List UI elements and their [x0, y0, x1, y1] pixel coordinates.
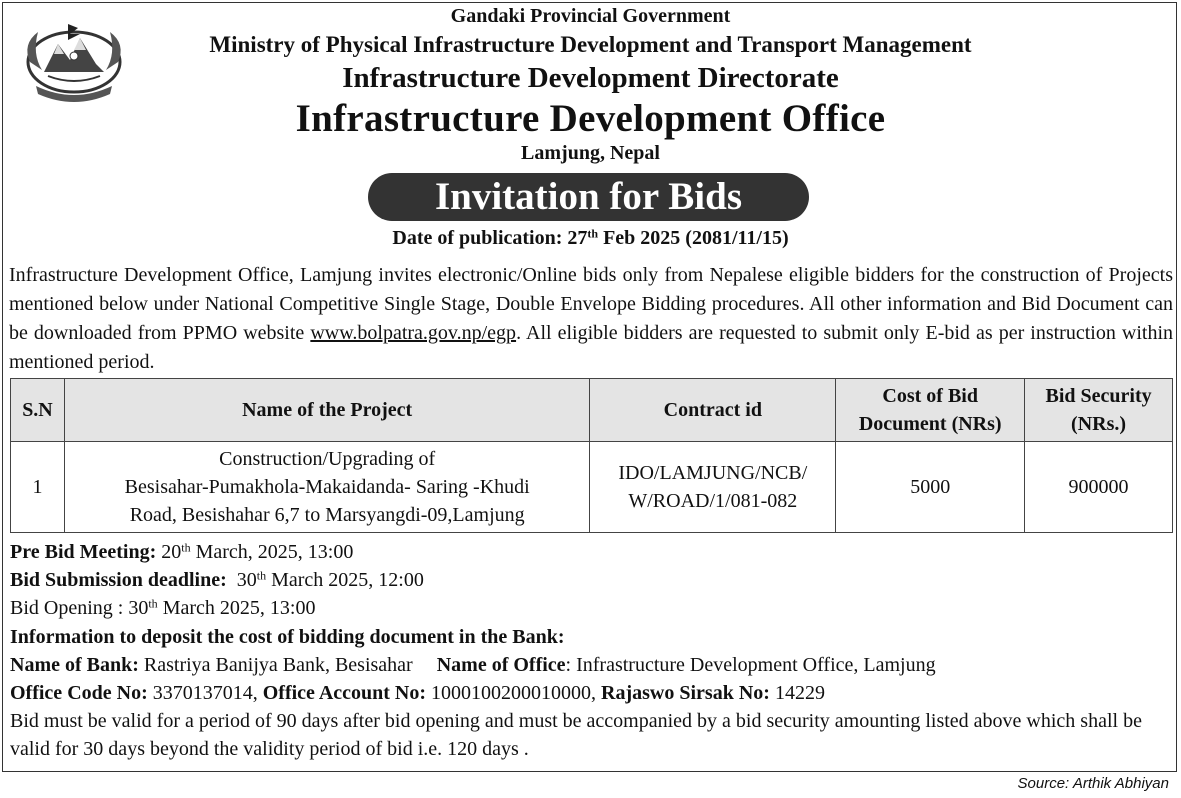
bank-office-line: Name of Bank: Rastriya Banijya Bank, Besisahar Name of Office: Infrastructure Development Office, Lamjung	[10, 653, 936, 676]
validity-note: Bid must be valid for a period of 90 days after bid opening and must be accompanied by a bid security amounting listed above which shall be valid for 30 days beyond the validity period of bid i.e. 120 days .	[10, 710, 1142, 761]
header-location: Lamjung, Nepal	[521, 142, 660, 164]
submission-deadline: Bid Submission deadline: 30th March 2025, 12:00	[10, 568, 424, 592]
header-contract: Contract id	[590, 379, 836, 442]
header-office: Infrastructure Development Office	[295, 97, 886, 140]
header-ministry: Ministry of Physical Infrastructure Development and Transport Management	[209, 32, 972, 57]
cell-project: Construction/Upgrading of Besisahar-Pumakhola-Makaidanda- Saring -Khudi Road, Besishahar 6,7 to Marsyangdi-09,Lamjung	[64, 442, 589, 533]
cell-sn: 1	[11, 442, 65, 533]
cell-security: 900000	[1025, 442, 1173, 533]
source-credit: Source: Arthik Abhiyan	[1017, 775, 1169, 792]
header-project: Name of the Project	[64, 379, 589, 442]
header-government: Gandaki Provincial Government	[450, 5, 731, 27]
notice-title: Invitation for Bids	[368, 173, 809, 221]
bid-opening: Bid Opening : 30th March 2025, 13:00	[10, 596, 316, 620]
bid-table	[10, 378, 1173, 533]
prebid-meeting: Pre Bid Meeting: 20th March, 2025, 13:00	[10, 540, 354, 563]
header-cost: Cost of Bid Document (NRs)	[836, 379, 1025, 442]
ppmo-website-link[interactable]: www.bolpatra.gov.np/egp	[310, 322, 517, 344]
cell-contract: IDO/LAMJUNG/NCB/ W/ROAD/1/081-082	[590, 442, 836, 533]
bank-info-heading: Information to deposit the cost of bidding document in the Bank:	[10, 625, 565, 648]
table-header-row	[11, 379, 1173, 442]
intro-paragraph: Infrastructure Development Office, Lamjung invites electronic/Online bids only from Nepalese eligible bidders for the construction of Projects mentioned below under National Competitive Single Stage, Double Envelope Bidding procedures. All other information and Bid Document can be downloaded from PPMO website www.bolpatra.gov.np/egp. All eligible bidders are requested to submit only E-bid as per instruction within mentioned period.	[9, 264, 1173, 373]
table-row	[11, 442, 1173, 533]
bid-details	[10, 538, 1175, 764]
header-security: Bid Security (NRs.)	[1025, 379, 1173, 442]
header-sn: S.N	[11, 379, 65, 442]
header-directorate: Infrastructure Development Directorate	[342, 62, 839, 94]
office-codes-line: Office Code No: 3370137014, Office Account No: 1000100200010000, Rajaswo Sirsak No: 14229	[10, 682, 825, 705]
cell-cost: 5000	[836, 442, 1025, 533]
publication-date: Date of publication: 27th Feb 2025 (2081/11/15)	[392, 226, 789, 249]
